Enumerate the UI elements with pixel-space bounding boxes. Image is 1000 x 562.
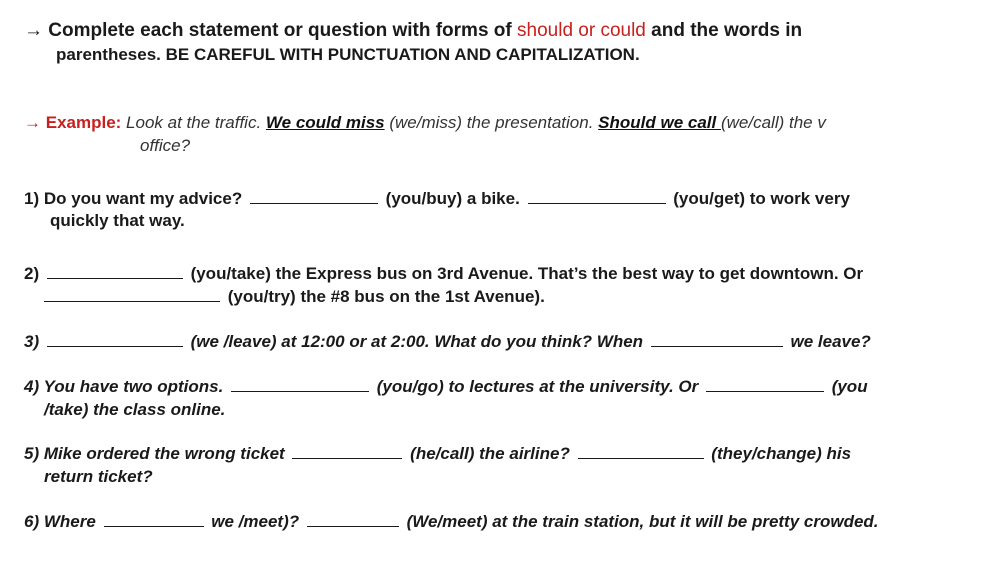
answer-blank[interactable] [47,332,183,347]
answer-blank[interactable] [292,444,402,459]
example-answer-1: We could miss [265,113,385,132]
instruction-highlight: should or could [517,20,646,41]
question-3-line-1 [24,332,871,352]
example-label: Example: [45,113,122,132]
instruction-text: Complete each statement or question with forms of [48,20,518,41]
example-line-2: office? [140,136,191,155]
question-1-line-1 [24,189,850,209]
answer-blank[interactable] [528,189,666,204]
answer-blank[interactable] [44,287,220,302]
instruction-text-end: and the words in [645,20,803,41]
question-text: (you/take) the Express bus on 3rd Avenue. That’s the best way to get downtown. Or [185,264,864,283]
answer-blank[interactable] [651,332,783,347]
question-text: 1) Do you want my advice? [24,189,247,208]
question-text: 5) Mike ordered the wrong ticket [24,444,290,463]
question-4-line-2: /take) the class online. [44,400,226,419]
example-answer-2: Should we call [598,113,721,132]
answer-blank[interactable] [47,264,183,279]
question-text: 4) You have two options. [24,377,229,396]
question-2-line-1 [24,264,863,284]
question-text: we /meet)? [206,512,304,531]
example-text: (we/miss) the presentation. [384,113,599,132]
answer-blank[interactable] [104,512,204,527]
example-text: (we/call) the v [720,113,826,132]
arrow-icon: → [24,113,41,132]
question-6-line-1 [24,512,879,532]
question-text: (they/change) his [706,444,852,463]
question-text: 2) [24,264,44,283]
question-text: (you/get) to work very [668,189,850,208]
question-text: 6) Where [24,512,101,531]
question-text: (you/go) to lectures at the university. Or [372,377,703,396]
answer-blank[interactable] [578,444,704,459]
question-text: (we /leave) at 12:00 or at 2:00. What do you think? When [185,332,648,351]
question-2-line-2 [44,287,545,307]
instruction-line-2: parentheses. BE CAREFUL WITH PUNCTUATION AND CAPITALIZATION. [56,45,640,64]
question-1-line-2: quickly that way. [50,211,185,230]
question-5-line-1 [24,444,851,464]
question-text: (you/buy) a bike. [380,189,525,208]
answer-blank[interactable] [706,377,824,392]
question-text: (he/call) the airline? [405,444,575,463]
instruction-line-1 [24,20,802,42]
question-5-line-2: return ticket? [44,467,153,486]
arrow-icon: → [24,20,43,41]
answer-blank[interactable] [250,189,378,204]
example-line-1 [24,113,826,133]
question-text: (you [826,377,868,396]
answer-blank[interactable] [307,512,399,527]
question-text: 3) [24,332,44,351]
question-text: (We/meet) at the train station, but it will be pretty crowded. [401,512,879,531]
answer-blank[interactable] [231,377,369,392]
question-text: we leave? [785,332,871,351]
question-text: (you/try) the #8 bus on the 1st Avenue). [223,287,545,306]
example-text: Look at the traffic. [121,113,266,132]
question-4-line-1 [24,377,868,397]
